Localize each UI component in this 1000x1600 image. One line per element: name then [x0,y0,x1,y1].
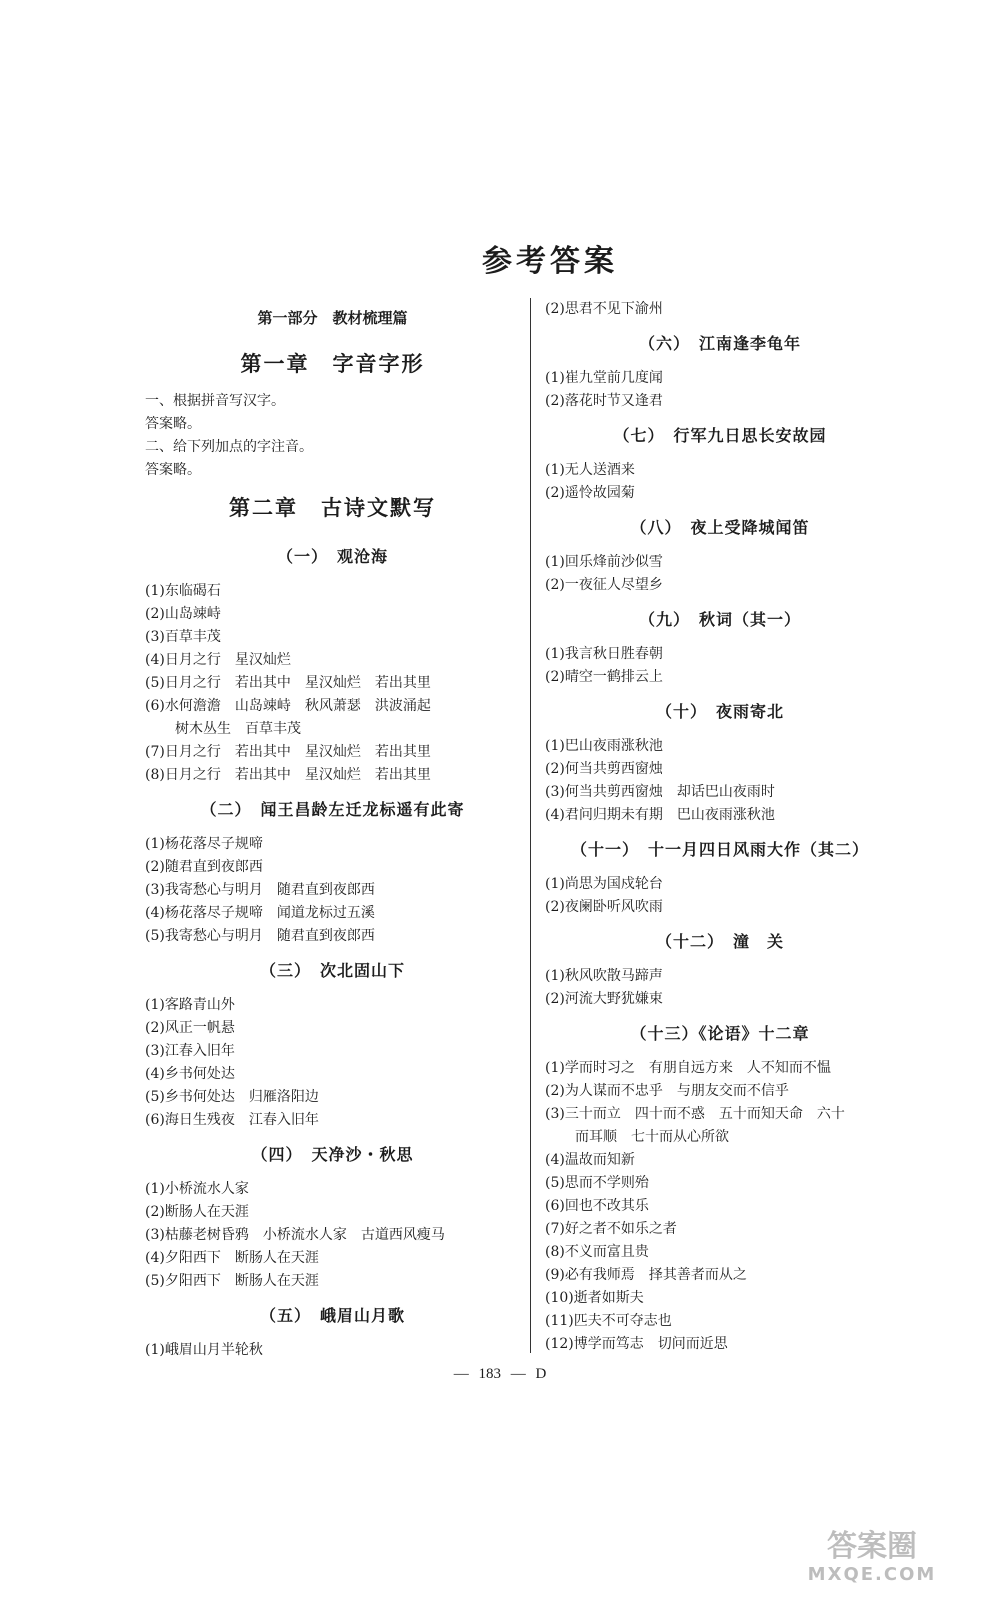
watermark-logo [772,1524,972,1586]
answer-line: (2)思君不见下渝州 [545,301,663,317]
answer-line: (2)夜阑卧听风吹雨 [545,899,663,915]
watermark-title: 答案圈 [827,1529,917,1564]
column-divider [530,298,531,1353]
answer-line: (5)思而不学则殆 [545,1175,649,1191]
answer-line: (7)好之者不如乐之者 [545,1221,677,1237]
section-heading: （三） 次北固山下 [259,961,405,980]
answer-line: (2)晴空一鹤排云上 [545,669,663,685]
answer-line: (1)巴山夜雨涨秋池 [545,738,663,754]
answer-line: (4)君问归期未有期 巴山夜雨涨秋池 [545,807,775,823]
section-heading: （七） 行军九日思长安故园 [613,426,827,445]
answer-line: (2)风正一帆悬 [145,1020,235,1036]
answer-line: (10)逝者如斯夫 [545,1290,644,1306]
part-heading: 第一部分 教材梳理篇 [257,309,408,327]
watermark-url: MXQE.COM [807,1564,937,1585]
answer-line: (11)匹夫不可夺志也 [545,1313,672,1329]
right-column [545,298,895,1356]
answer-line: (4)乡书何处达 [145,1066,235,1082]
answer-line: (3)三十而立 四十而不惑 五十而知天命 六十 [545,1106,845,1122]
answer-line: (2)何当共剪西窗烛 [545,761,663,777]
answer-line: (1)秋风吹散马蹄声 [545,968,663,984]
section-heading: （一） 观沧海 [276,547,388,566]
section-heading: （四） 天净沙・秋思 [251,1145,414,1164]
answer-line: 答案略。 [145,462,201,478]
answer-line: (1)学而时习之 有朋自远方来 人不知而不愠 [545,1060,831,1076]
answer-line: (1)东临碣石 [145,583,221,599]
answer-line: (1)尚思为国戍轮台 [545,876,663,892]
answer-line: (1)小桥流水人家 [145,1181,249,1197]
answer-line: (2)河流大野犹嫌束 [545,991,663,1007]
answer-line: (12)博学而笃志 切问而近思 [545,1336,728,1352]
answer-line: (2)遥怜故园菊 [545,485,635,501]
answer-line: (5)乡书何处达 归雁洛阳边 [145,1089,319,1105]
answer-line: (3)江春入旧年 [145,1043,235,1059]
section-heading: （五） 峨眉山月歌 [259,1306,405,1325]
answer-line: (4)夕阳西下 断肠人在天涯 [145,1250,319,1266]
section-heading: （八） 夜上受降城闻笛 [630,518,810,537]
answer-line: (1)我言秋日胜春朝 [545,646,663,662]
chapter-heading: 第一章 字音字形 [240,352,425,376]
answer-line: 答案略。 [145,416,201,432]
answer-line: (6)海日生残夜 江春入旧年 [145,1112,319,1128]
answer-line: (1)客路青山外 [145,997,235,1013]
answer-line: (2)断肠人在天涯 [145,1204,249,1220]
answer-line: (5)夕阳西下 断肠人在天涯 [145,1273,319,1289]
answer-line: (1)崔九堂前几度闻 [545,370,663,386]
section-heading: （十二） 潼 关 [655,932,784,951]
answer-line: (2)为人谋而不忠乎 与朋友交而不信乎 [545,1083,789,1099]
section-heading: （六） 江南逢李龟年 [638,334,801,353]
answer-line-continued: 而耳顺 七十而从心所欲 [575,1129,729,1145]
answer-line: (6)回也不改其乐 [545,1198,649,1214]
answer-line: (7)日月之行 若出其中 星汉灿烂 若出其里 [145,744,431,760]
answer-line: (4)日月之行 星汉灿烂 [145,652,291,668]
answer-line: 二、给下列加点的字注音。 [145,439,313,455]
answer-line: (1)杨花落尽子规啼 [145,836,263,852]
section-heading: （二） 闻王昌龄左迁龙标遥有此寄 [200,800,465,819]
chapter-heading: 第二章 古诗文默写 [229,496,436,520]
answer-line: (8)日月之行 若出其中 星汉灿烂 若出其里 [145,767,431,783]
answer-line: (3)何当共剪西窗烛 却话巴山夜雨时 [545,784,775,800]
answer-line: (8)不义而富且贵 [545,1244,649,1260]
answer-line-continued: 树木丛生 百草丰茂 [175,721,301,737]
answer-line: (2)随君直到夜郎西 [145,859,263,875]
answer-line: (5)我寄愁心与明月 随君直到夜郎西 [145,928,375,944]
answer-line: (2)一夜征人尽望乡 [545,577,663,593]
answer-line: (4)杨花落尽子规啼 闻道龙标过五溪 [145,905,375,921]
answer-line: (1)回乐烽前沙似雪 [545,554,663,570]
page-title: 参考答案 [482,244,618,279]
answer-line: (1)无人送酒来 [545,462,635,478]
answer-line: (6)水何澹澹 山岛竦峙 秋风萧瑟 洪波涌起 [145,698,431,714]
section-heading: （十） 夜雨寄北 [655,702,784,721]
answer-line: (1)峨眉山月半轮秋 [145,1342,263,1358]
answer-line: (3)百草丰茂 [145,629,221,645]
section-heading: （十三）《论语》十二章 [630,1024,810,1043]
answer-line: (2)山岛竦峙 [145,606,221,622]
section-heading: （九） 秋词（其一） [638,610,801,629]
page-number: — 183 — D [453,1366,547,1382]
answer-line: 一、根据拼音写汉字。 [145,393,285,409]
answer-line: (3)枯藤老树昏鸦 小桥流水人家 古道西风瘦马 [145,1227,445,1243]
answer-line: (3)我寄愁心与明月 随君直到夜郎西 [145,882,375,898]
answer-line: (4)温故而知新 [545,1152,635,1168]
answer-line: (5)日月之行 若出其中 星汉灿烂 若出其里 [145,675,431,691]
answer-line: (2)落花时节又逢君 [545,393,663,409]
left-column [145,298,520,1362]
section-heading: （十一） 十一月四日风雨大作（其二） [570,840,869,859]
answer-line: (9)必有我师焉 择其善者而从之 [545,1267,747,1283]
